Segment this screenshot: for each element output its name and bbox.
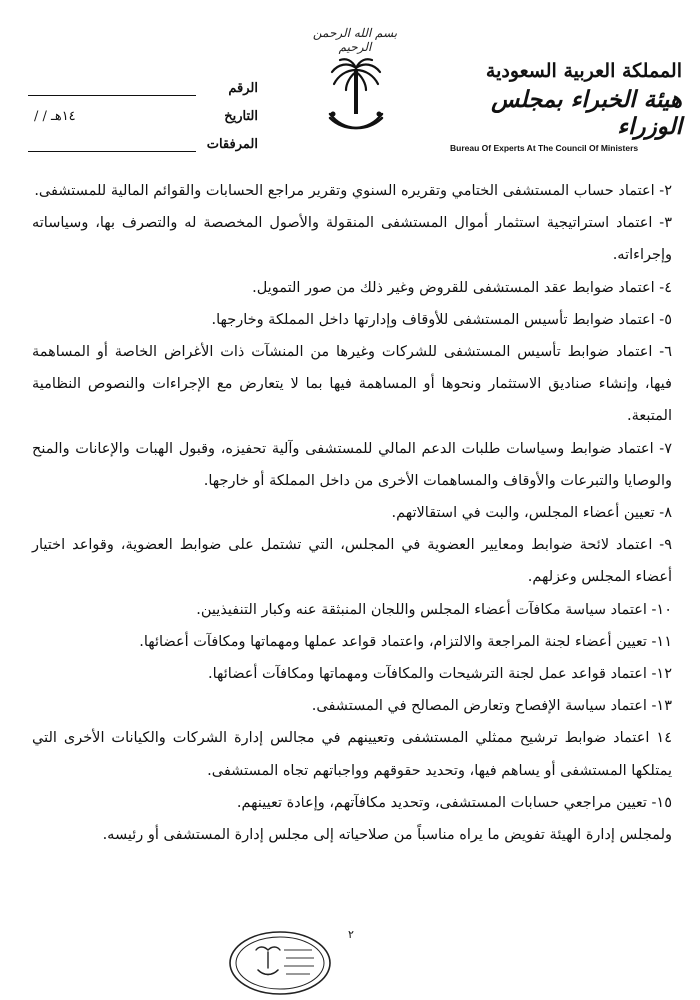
number-label: الرقم xyxy=(228,81,258,96)
number-line xyxy=(28,83,196,96)
attachments-field xyxy=(28,124,258,152)
date-label: التاريخ xyxy=(224,109,258,124)
list-item: ٥- اعتماد ضوابط تأسيس المستشفى للأوقاف وإدارتها داخل المملكة وخارجها. xyxy=(211,311,672,328)
date-field xyxy=(28,96,258,124)
list-item: ٦- اعتماد ضوابط تأسيس المستشفى للشركات وغيرها من المنشآت ذات الأغراض الخاصة أو المساهمة فيها، وإنشاء صناديق الاستثمار ونحوها أو المساهمة فيها بما لا يتعارض مع الإجراءات والنصوص النظامية المتبعة. xyxy=(32,344,672,425)
closing-paragraph: ولمجلس إدارة الهيئة تفويض ما يراه مناسباً من صلاحياته إلى مجلس إدارة المستشفى أو رئيسه. xyxy=(102,827,672,844)
number-field xyxy=(28,68,258,96)
list-item: ١٣- اعتماد سياسة الإفصاح وتعارض المصالح في المستشفى. xyxy=(311,698,672,715)
list-item: ١١- تعيين أعضاء لجنة المراجعة والالتزام، واعتماد قواعد عملها ومهماتها ومكافآت أعضائها. xyxy=(139,633,672,650)
attachments-line xyxy=(28,139,196,152)
list-item: ٤- اعتماد ضوابط عقد المستشفى للقروض وغير ذلك من صور التمويل. xyxy=(252,279,672,296)
letterhead-organization xyxy=(442,60,682,153)
date-value: / / ١٤هـ xyxy=(34,109,76,124)
bureau-name-english: Bureau Of Experts At The Council Of Ministers xyxy=(450,143,639,153)
list-item: ١٤ اعتماد ضوابط ترشيح ممثلي المستشفى وتعيينهم في مجالس إدارة الشركات والكيانات الأخرى التي يمتلكها المستشفى أو يساهم فيها، وتحديد حقوقهم وواجباتهم تجاه المستشفى. xyxy=(32,730,672,779)
list-item: ١٢- اعتماد قواعد عمل لجنة الترشيحات والمكافآت ومهماتها ومكافآت أعضائها. xyxy=(208,666,672,683)
list-item: ٢- اعتماد حساب المستشفى الختامي وتقريره السنوي وتقرير مراجع الحسابات والقوائم المالية للمستشفى. xyxy=(34,183,672,199)
basmala: بسم الله الرحمن الرحيم xyxy=(312,26,398,54)
list-item: ١٠- اعتماد سياسة مكافآت أعضاء المجلس واللجان المنبثقة عنه وكبار التنفيذيين. xyxy=(196,601,672,618)
list-item: ١٥- تعيين مراجعي حسابات المستشفى، وتحديد مكافآتهم، وإعادة تعيينهم. xyxy=(236,794,672,811)
saudi-emblem-palm-swords-icon xyxy=(326,56,386,140)
list-item: ٩- اعتماد لائحة ضوابط ومعايير العضوية في المجلس، التي تشتمل على ضوابط العضوية، وقواعد اختيار أعضاء المجلس وعزلهم. xyxy=(32,537,672,586)
list-item: ٣- اعتماد استراتيجية استثمار أموال المستشفى المنقولة والأصول المخصصة له والتصرف بها، وسياساته وإجراءاته. xyxy=(32,215,672,264)
list-item: ٧- اعتماد ضوابط وسياسات طلبات الدعم المالي للمستشفى وآلية تحفيزه، وقبول الهبات والإعانات والمنح والوصايا والتبرعات والأوقاف والمساهمات الأخرى من داخل المملكة أو خارجها. xyxy=(32,440,672,489)
bureau-name-arabic: هيئة الخبراء بمجلس الوزراء xyxy=(491,86,682,140)
letterhead-reference-fields xyxy=(28,68,258,152)
page-number: ٢ xyxy=(348,928,354,941)
document-body xyxy=(32,175,672,851)
attachments-label: المرفقات xyxy=(206,137,258,152)
official-stamp xyxy=(228,930,332,996)
kingdom-name: المملكة العربية السعودية xyxy=(485,60,682,82)
list-item: ٨- تعيين أعضاء المجلس، والبت في استقالاتهم. xyxy=(391,505,672,522)
